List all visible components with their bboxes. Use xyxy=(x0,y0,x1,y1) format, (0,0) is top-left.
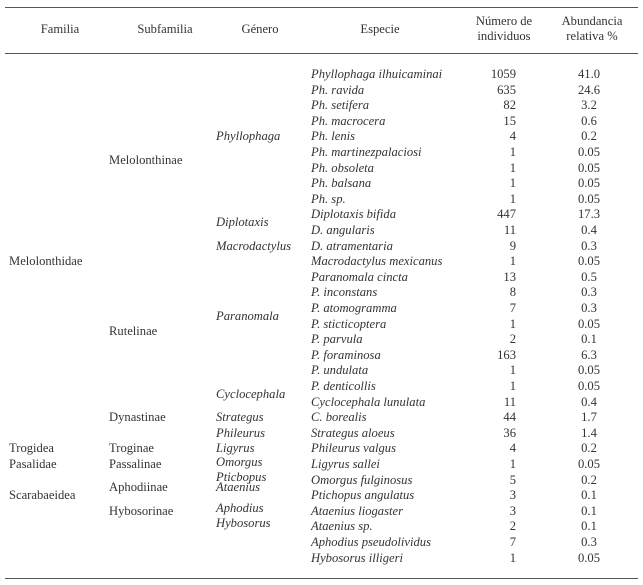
especie-cell: Phileurus valgus xyxy=(311,441,397,456)
individuos-cell: 82 xyxy=(503,98,516,113)
subfamilia-cell: Troginae xyxy=(109,441,155,456)
individuos-cell: 7 xyxy=(509,301,516,315)
individuos-cell: 635 xyxy=(497,82,516,97)
header-abundancia xyxy=(552,14,632,44)
especie-cell: Hybosorus illigeri xyxy=(311,550,404,565)
especie-cell: Cyclocephala lunulata xyxy=(311,394,426,409)
abundancia-cell: 0.3 xyxy=(581,285,597,300)
abundancia-cell: 0.05 xyxy=(577,457,601,471)
abundancia-cell: 0.05 xyxy=(577,316,601,331)
abundancia-cell: 0.05 xyxy=(577,379,601,393)
genero-cell: Diplotaxis xyxy=(216,215,269,230)
especie-cell: P. inconstans xyxy=(311,285,378,300)
subfamilia-cell: Dynastinae xyxy=(109,410,166,425)
abundancia-cell: 1.7 xyxy=(581,410,597,425)
individuos-cell: 11 xyxy=(503,223,516,237)
individuos-cell: 1 xyxy=(509,254,516,269)
header-rule xyxy=(5,53,638,54)
especie-cell: Ataenius sp. xyxy=(311,519,373,534)
abundancia-cell: 0.1 xyxy=(581,488,597,503)
abundancia-cell: 0.05 xyxy=(577,550,601,565)
especie-cell: Phyllophaga ilhuicaminai xyxy=(311,67,443,81)
abundancia-cell: 0.3 xyxy=(581,301,597,315)
individuos-cell: 4 xyxy=(509,129,516,144)
especie-cell: Aphodius pseudolividus xyxy=(311,535,431,549)
genero-cell: Strategus xyxy=(216,410,264,425)
individuos-cell: 1 xyxy=(509,363,516,378)
abundancia-cell: 0.5 xyxy=(581,269,597,284)
abundancia-cell: 6.3 xyxy=(581,347,597,362)
abundancia-cell: 0.05 xyxy=(577,160,601,175)
especie-cell: P. atomogramma xyxy=(311,301,397,315)
familia-cell: Trogidea xyxy=(9,441,55,456)
individuos-cell: 4 xyxy=(509,441,516,456)
especie-cell: Ph. martinezpalaciosi xyxy=(311,145,422,159)
individuos-cell: 7 xyxy=(509,535,516,549)
especie-cell: Macrodactylus mexicanus xyxy=(311,254,443,269)
genero-cell: Ligyrus xyxy=(216,441,255,456)
individuos-cell: 1 xyxy=(509,457,516,471)
abundancia-cell: 0.05 xyxy=(577,176,601,191)
individuos-cell: 13 xyxy=(503,269,516,284)
abundancia-cell: 0.05 xyxy=(577,254,601,269)
familia-cell: Pasalidae xyxy=(9,457,57,471)
abundancia-cell: 1.4 xyxy=(581,425,597,440)
especie-cell: D. angularis xyxy=(311,223,375,237)
especie-cell: Ph. obsoleta xyxy=(311,160,374,175)
especie-cell: P. parvula xyxy=(311,332,363,347)
individuos-cell: 1 xyxy=(509,316,516,331)
especie-cell: Ptichopus angulatus xyxy=(311,488,415,503)
especie-cell: D. atramentaria xyxy=(311,238,393,253)
abundancia-cell: 0.1 xyxy=(581,519,597,534)
genero-cell: Cyclocephala xyxy=(216,386,286,401)
header-numero-line1: Número de xyxy=(475,14,533,28)
especie-cell: C. borealis xyxy=(311,410,367,425)
especie-cell: P. sticticoptera xyxy=(311,316,387,331)
genero-cell: Hybosorus xyxy=(216,516,271,531)
individuos-cell: 44 xyxy=(503,410,516,425)
abundancia-cell: 0.6 xyxy=(581,113,597,128)
bottom-rule xyxy=(5,578,638,579)
individuos-cell: 3 xyxy=(509,503,516,518)
especie-cell: P. undulata xyxy=(311,363,369,378)
subfamilia-cell: Rutelinae xyxy=(109,324,158,339)
especie-cell: Ligyrus sallei xyxy=(311,457,380,471)
header-abundancia-line2: relativa % xyxy=(566,29,618,43)
individuos-cell: 163 xyxy=(497,347,516,362)
individuos-cell: 447 xyxy=(497,207,516,222)
genero-cell: Phileurus xyxy=(216,425,265,440)
abundancia-cell: 0.05 xyxy=(577,191,601,206)
individuos-cell: 8 xyxy=(509,285,516,300)
header-especie: Especie xyxy=(360,22,400,36)
individuos-cell: 1 xyxy=(509,160,516,175)
abundancia-cell: 0.4 xyxy=(581,394,597,409)
abundancia-cell: 0.05 xyxy=(577,145,601,159)
abundancia-cell: 0.4 xyxy=(581,223,597,237)
abundancia-cell: 0.2 xyxy=(581,129,597,144)
subfamilia-cell: Passalinae xyxy=(109,457,162,471)
especie-cell: Omorgus fulginosus xyxy=(311,472,413,487)
individuos-cell: 1 xyxy=(509,145,516,159)
genero-cell: Pticbopus xyxy=(216,469,267,484)
especie-cell: Ph. lenis xyxy=(311,129,356,144)
genero-cell: Ataenius xyxy=(216,480,261,495)
genero-cell: Phyllophaga xyxy=(216,129,281,144)
header-genero: Género xyxy=(241,22,279,36)
abundancia-cell: 3.2 xyxy=(581,98,597,113)
abundancia-cell: 0.1 xyxy=(581,503,597,518)
individuos-cell: 9 xyxy=(509,238,516,253)
especie-cell: Ataenius liogaster xyxy=(311,503,403,518)
abundancia-cell: 0.2 xyxy=(581,472,597,487)
individuos-cell: 15 xyxy=(503,113,516,128)
individuos-cell: 1 xyxy=(509,191,516,206)
especie-cell: Ph. macrocera xyxy=(311,113,386,128)
abundancia-cell: 0.05 xyxy=(577,363,601,378)
genero-cell: Macrodactylus xyxy=(216,238,292,253)
especie-cell: P. foraminosa xyxy=(311,347,381,362)
subfamilia-cell: Hybosorinae xyxy=(109,503,174,518)
especie-cell: Ph. sp. xyxy=(311,191,346,206)
top-rule xyxy=(5,7,638,8)
especie-cell: Ph. balsana xyxy=(311,176,372,191)
especie-cell: Paranomala cincta xyxy=(311,269,408,284)
individuos-cell: 1 xyxy=(509,379,516,393)
individuos-cell: 11 xyxy=(503,394,516,409)
abundancia-cell: 0.3 xyxy=(581,535,597,549)
header-subfamilia: Subfamilia xyxy=(137,22,193,36)
subfamilia-cell: Melolonthinae xyxy=(109,152,183,167)
especie-cell: Diplotaxis bifida xyxy=(311,207,397,222)
abundancia-cell: 0.2 xyxy=(581,441,597,456)
familia-cell: Scarabaeidea xyxy=(9,488,76,503)
individuos-cell: 36 xyxy=(503,425,516,440)
especie-cell: P. denticollis xyxy=(311,379,376,393)
abundancia-cell: 0.3 xyxy=(581,238,597,253)
genero-cell: Aphodius xyxy=(216,500,264,515)
especie-cell: Strategus aloeus xyxy=(311,425,395,440)
individuos-cell: 1 xyxy=(509,550,516,565)
subfamilia-cell: Aphodiinae xyxy=(109,480,168,495)
abundancia-cell: 24.6 xyxy=(577,82,601,97)
header-numero-line2: individuos xyxy=(477,29,531,43)
header-familia: Familia xyxy=(40,22,80,36)
especie-cell: Ph. ravida xyxy=(311,82,365,97)
individuos-cell: 3 xyxy=(509,488,516,503)
header-numero xyxy=(462,14,546,44)
individuos-cell: 1 xyxy=(509,176,516,191)
abundancia-cell: 0.1 xyxy=(581,332,597,347)
genero-cell: Omorgus xyxy=(216,455,263,470)
abundancia-cell: 41.0 xyxy=(577,67,601,81)
familia-cell: Melolonthidae xyxy=(9,254,83,269)
individuos-cell: 1059 xyxy=(490,67,516,81)
header-abundancia-line1: Abundancia xyxy=(561,14,623,28)
individuos-cell: 2 xyxy=(509,332,516,347)
genero-cell: Paranomala xyxy=(216,308,279,323)
abundancia-cell: 17.3 xyxy=(577,207,601,222)
especie-cell: Ph. setifera xyxy=(311,98,370,113)
individuos-cell: 2 xyxy=(509,519,516,534)
individuos-cell: 5 xyxy=(509,472,516,487)
